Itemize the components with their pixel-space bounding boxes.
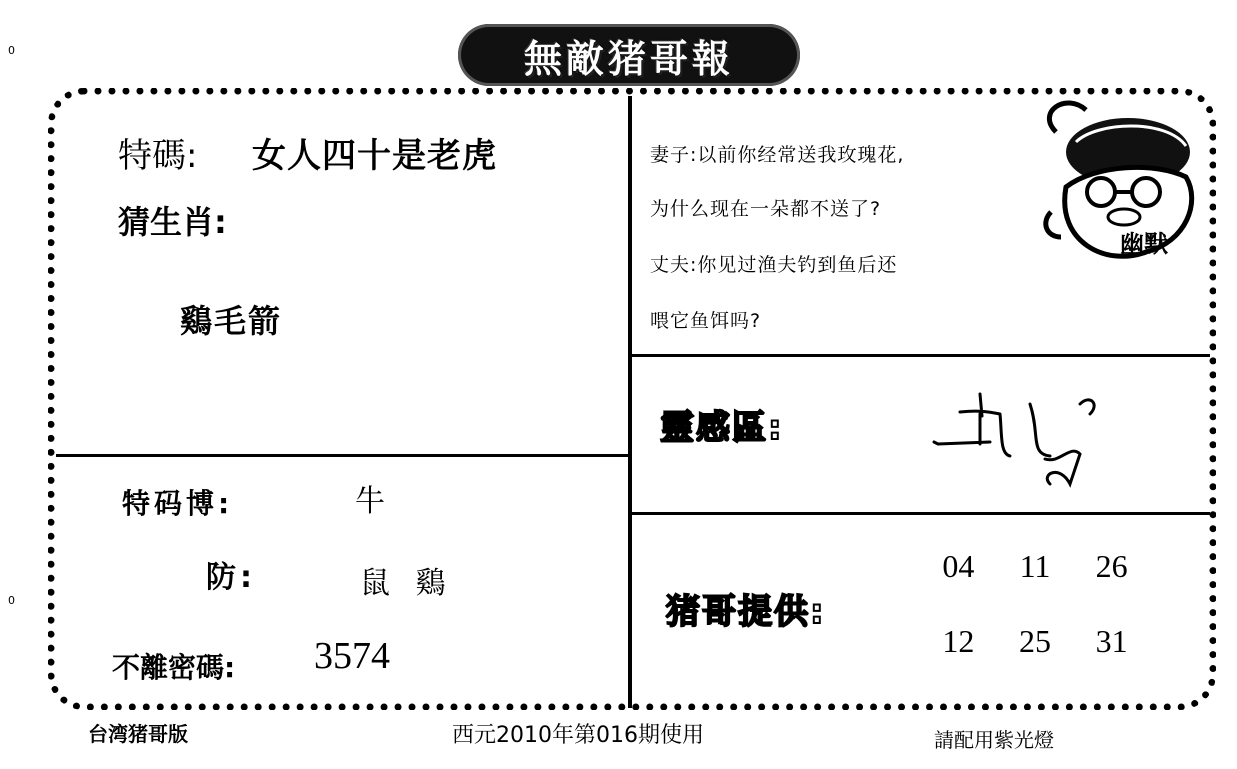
joke-line: 妻子:以前你经常送我玫瑰花, (650, 144, 905, 166)
right-divider-top (630, 354, 1210, 357)
provider-numbers (920, 548, 1150, 660)
margin-mark: 0 (8, 44, 15, 57)
pig-cartoon-icon (1036, 92, 1196, 262)
number: 04 (942, 548, 975, 584)
bo-value: 牛 (355, 484, 385, 519)
handwritten-scribble-icon (930, 384, 1110, 494)
zodiac-answer: 鷄毛箭 (180, 302, 283, 340)
footer-note: 請配用紫光燈 (934, 728, 1054, 752)
tema-value: 女人四十是老虎 (252, 136, 497, 176)
joke-line: 喂它鱼饵吗? (650, 310, 762, 332)
inspiration-label: 靈感區: (660, 408, 784, 448)
title-banner (458, 24, 800, 86)
joke-line: 为什么现在一朵都不送了? (650, 198, 882, 220)
banner-title: 無敵猪哥報 (523, 36, 734, 81)
bo-label: 特码博: (122, 487, 234, 520)
number: 31 (1095, 623, 1128, 659)
fang-value: 鼠 鷄 (360, 566, 454, 601)
joke-line: 丈夫:你见过渔夫钓到鱼后还 (650, 254, 898, 276)
number: 11 (1019, 548, 1051, 584)
margin-mark: 0 (8, 594, 15, 607)
number: 12 (942, 623, 975, 659)
mima-value: 3574 (314, 635, 390, 677)
footer-issue: 西元2010年第016期使用 (452, 723, 704, 748)
center-divider (628, 96, 632, 708)
number: 25 (1018, 623, 1051, 659)
number: 26 (1095, 548, 1128, 584)
footer-edition: 台湾猪哥版 (88, 722, 188, 746)
mima-label: 不離密碼: (112, 651, 236, 684)
guess-zodiac-label: 猜生肖: (118, 203, 227, 241)
fang-label: 防: (206, 560, 256, 595)
left-divider (56, 454, 630, 457)
provider-label: 猪哥提供: (666, 592, 826, 632)
right-divider-bottom (630, 512, 1210, 515)
cartoon-caption: 幽默 (1120, 230, 1168, 258)
tema-label: 特碼: (118, 136, 198, 176)
